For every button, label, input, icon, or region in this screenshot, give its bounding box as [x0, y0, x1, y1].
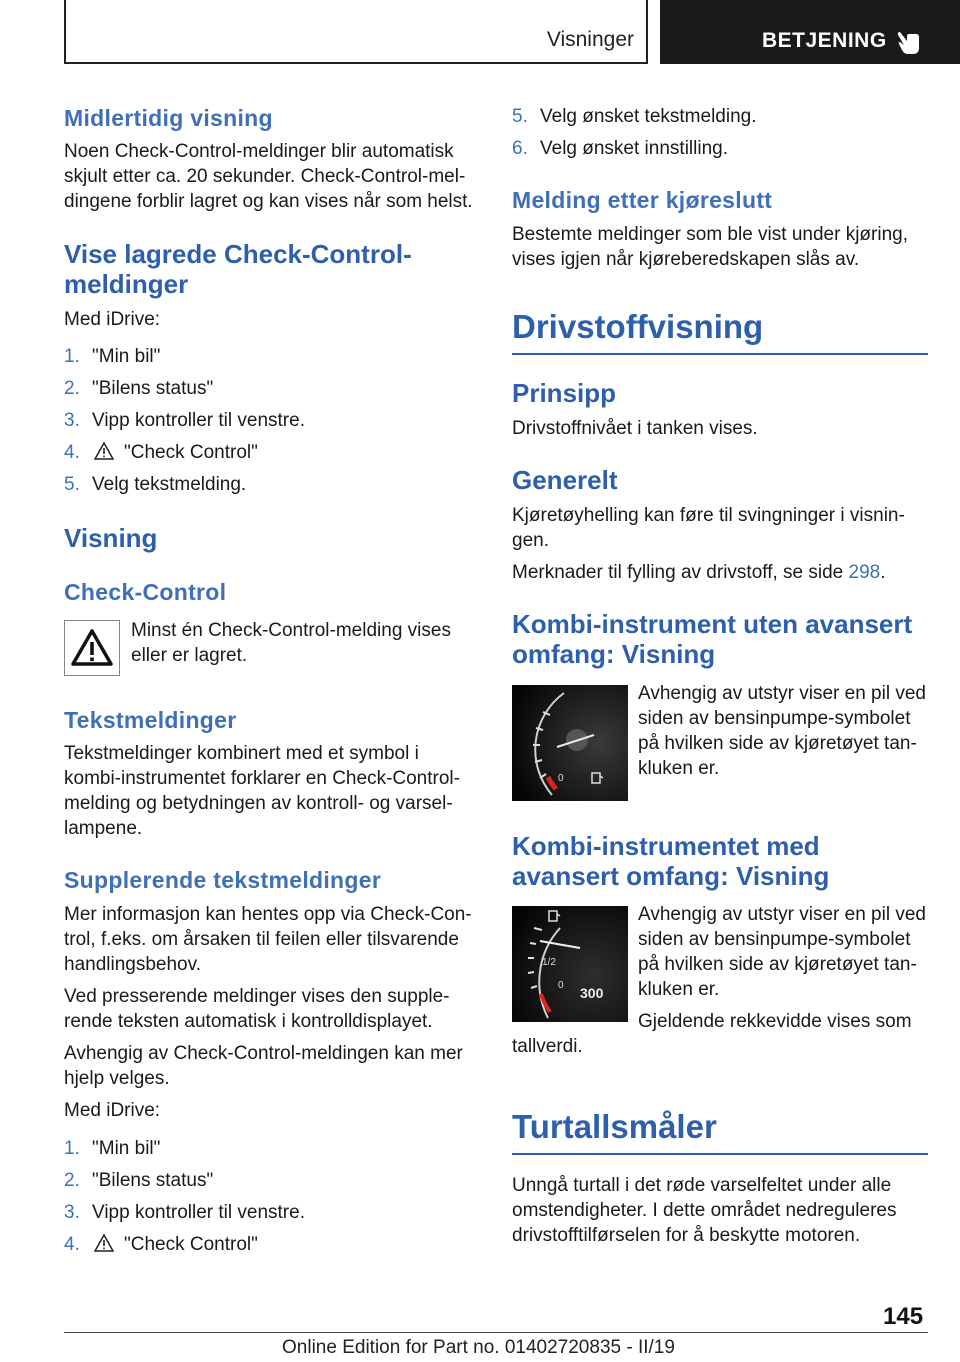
- notes-text: Merknader til fylling av drivstoff, se side: [512, 562, 849, 583]
- paragraph-text-4: lampene.: [64, 818, 143, 839]
- heading-supplementary: Supplerende tekstmeldinger: [64, 867, 382, 893]
- paragraph-tach-2: omstendigheter. I dette området nedreguleres: [512, 1200, 897, 1221]
- paragraph-supp-1a: Mer informasjon kan hentes opp via Check-Con-: [64, 904, 472, 925]
- header-section-title: Visninger: [546, 28, 634, 51]
- paragraph-temporary-2: skjult etter ca. 20 sekunder. Check-Control-mel-: [64, 166, 466, 187]
- heading-general: Generelt: [512, 465, 618, 495]
- paragraph-supp-3a: Avhengig av Check-Control-meldingen kan mer: [64, 1043, 463, 1064]
- warning-triangle-icon: [94, 442, 114, 460]
- idrive-label-2: Med iDrive:: [64, 1100, 161, 1121]
- paragraph-text-3: melding og betydningen av kontroll- og varsel-: [64, 793, 453, 814]
- warning-symbol-box: [64, 620, 120, 676]
- list-text: Vipp kontroller til venstre.: [92, 410, 305, 431]
- footer-edition: Online Edition for Part no. 01402720835 - II/19: [282, 1337, 675, 1358]
- heading-check-control: Check-Control: [64, 579, 227, 605]
- heading-principle: Prinsipp: [512, 378, 617, 408]
- list-item: [64, 377, 213, 401]
- svg-text:0: 0: [558, 773, 564, 784]
- footer-rule-right: [862, 1332, 928, 1333]
- list-text: "Min bil": [92, 1138, 161, 1159]
- paragraph-check-2: eller er lagret.: [131, 645, 248, 666]
- list-item: [64, 473, 246, 497]
- list-text: Velg tekstmelding.: [92, 474, 247, 495]
- list-text: Velg ønsket innstilling.: [540, 138, 728, 159]
- heading-display: Visning: [64, 523, 158, 553]
- list-item: [64, 409, 305, 433]
- idrive-label-1: Med iDrive:: [64, 309, 161, 330]
- fuel-gauge-advanced-image: [512, 906, 628, 1022]
- header-chapter-title: BETJENING: [762, 29, 887, 52]
- heading-kombi-basic-1: Kombi-instrument uten avansert: [512, 609, 913, 639]
- list-number: 5.: [512, 106, 528, 127]
- list-item: [64, 1137, 160, 1161]
- page-number: 145: [883, 1303, 924, 1330]
- list-item: [64, 441, 258, 465]
- paragraph-kombi1-3: på hvilken side av kjøretøyet tan-: [638, 733, 917, 754]
- heading-message-after-drive: Melding etter kjøreslutt: [512, 187, 773, 213]
- paragraph-kombi1-1: Avhengig av utstyr viser en pil ved: [638, 683, 926, 704]
- list-number: 3.: [64, 410, 80, 431]
- list-number: 4.: [64, 442, 80, 463]
- heading-temporary-display: Midlertidig visning: [64, 105, 273, 131]
- paragraph-kombi2-3: på hvilken side av kjøretøyet tan-: [638, 954, 917, 975]
- gauge-range-value: 300: [580, 985, 604, 1001]
- list-text: "Min bil": [92, 346, 161, 367]
- list-item: [512, 137, 728, 161]
- heading-show-saved-2: meldinger: [64, 269, 189, 299]
- paragraph-tach-1: Unngå turtall i det røde varselfeltet under alle: [512, 1175, 892, 1196]
- list-text: "Bilens status": [92, 1170, 214, 1191]
- list-item: [64, 345, 160, 369]
- paragraph-kombi2-2: siden av bensinpumpe-symbolet: [638, 929, 911, 950]
- paragraph-supp-2b: rende teksten automatisk i kontrolldisplayet.: [64, 1011, 433, 1032]
- paragraph-text-2: kombi-instrumentet forklarer en Check-Control-: [64, 768, 460, 789]
- warning-triangle-icon: [65, 621, 119, 675]
- heading-show-saved-1: Vise lagrede Check-Control-: [64, 239, 412, 269]
- list-item: [64, 1169, 213, 1193]
- paragraph-tach-3: drivstofftilførselen for å beskytte motoren.: [512, 1225, 861, 1246]
- paragraph-kombi2-1: Avhengig av utstyr viser en pil ved: [638, 904, 926, 925]
- list-number: 5.: [64, 474, 80, 495]
- page-link-298[interactable]: 298: [848, 562, 881, 583]
- paragraph-temporary-3: dingene forblir lagret og kan vises når som helst.: [64, 191, 473, 212]
- fuel-gauge-basic-image: [512, 685, 628, 801]
- list-item: [64, 1201, 305, 1225]
- paragraph-kombi1-4: kluken er.: [638, 758, 720, 779]
- paragraph-after-2: vises igjen når kjøreberedskapen slås av.: [512, 249, 860, 270]
- list-text: Velg ønsket tekstmelding.: [540, 106, 757, 127]
- heading-kombi-advanced-2: avansert omfang: Visning: [512, 861, 830, 891]
- paragraph-general-1: Kjøretøyhelling kan føre til svingninger i visnin-: [512, 505, 905, 526]
- list-text: "Bilens status": [92, 378, 214, 399]
- paragraph-check-1: Minst én Check-Control-melding vises: [131, 620, 451, 641]
- footer-rule: [64, 1332, 862, 1333]
- gauge-zero-label: 0: [558, 980, 564, 991]
- list-item: [512, 105, 757, 129]
- paragraph-range-1: Gjeldende rekkevidde vises som: [638, 1011, 912, 1032]
- paragraph-notes: [512, 560, 886, 585]
- paragraph-supp-2a: Ved presserende meldinger vises den supple-: [64, 986, 450, 1007]
- paragraph-kombi1-2: siden av bensinpumpe-symbolet: [638, 708, 911, 729]
- list-item: [64, 1233, 258, 1257]
- list-text: "Check Control": [124, 442, 258, 463]
- paragraph-principle: Drivstoffnivået i tanken vises.: [512, 418, 758, 439]
- notes-period: .: [880, 562, 886, 583]
- paragraph-kombi2-4: kluken er.: [638, 979, 720, 1000]
- hand-pointer-icon: [896, 26, 922, 56]
- warning-triangle-icon: [94, 1234, 114, 1252]
- paragraph-supp-1c: handlingsbehov.: [64, 954, 201, 975]
- list-number: 2.: [64, 1170, 80, 1191]
- list-number: 6.: [512, 138, 528, 159]
- paragraph-temporary-1: Noen Check-Control-meldinger blir automatisk: [64, 141, 454, 162]
- list-text: Vipp kontroller til venstre.: [92, 1202, 305, 1223]
- list-number: 1.: [64, 1138, 80, 1159]
- paragraph-supp-3b: hjelp velges.: [64, 1068, 170, 1089]
- list-number: 2.: [64, 378, 80, 399]
- paragraph-general-2: gen.: [512, 530, 549, 551]
- header-chapter-box: [660, 0, 960, 64]
- paragraph-text-1: Tekstmeldinger kombinert med et symbol i: [64, 743, 419, 764]
- paragraph-after-1: Bestemte meldinger som ble vist under kjøring,: [512, 224, 908, 245]
- list-number: 4.: [64, 1234, 80, 1255]
- heading-text-messages: Tekstmeldinger: [64, 707, 237, 733]
- list-text: "Check Control": [124, 1234, 258, 1255]
- paragraph-supp-1b: trol, f.eks. om årsaken til feilen eller tilsvarende: [64, 929, 459, 950]
- heading-kombi-advanced-1: Kombi-instrumentet med: [512, 831, 820, 861]
- heading-kombi-basic-2: omfang: Visning: [512, 639, 716, 669]
- list-number: 3.: [64, 1202, 80, 1223]
- gauge-half-label: 1/2: [542, 957, 556, 968]
- paragraph-range-2: tallverdi.: [512, 1036, 583, 1057]
- heading-tachometer: Turtallsmåler: [512, 1107, 928, 1155]
- heading-fuel-gauge: Drivstoffvisning: [512, 307, 928, 355]
- list-number: 1.: [64, 346, 80, 367]
- header-section-box: [64, 0, 648, 64]
